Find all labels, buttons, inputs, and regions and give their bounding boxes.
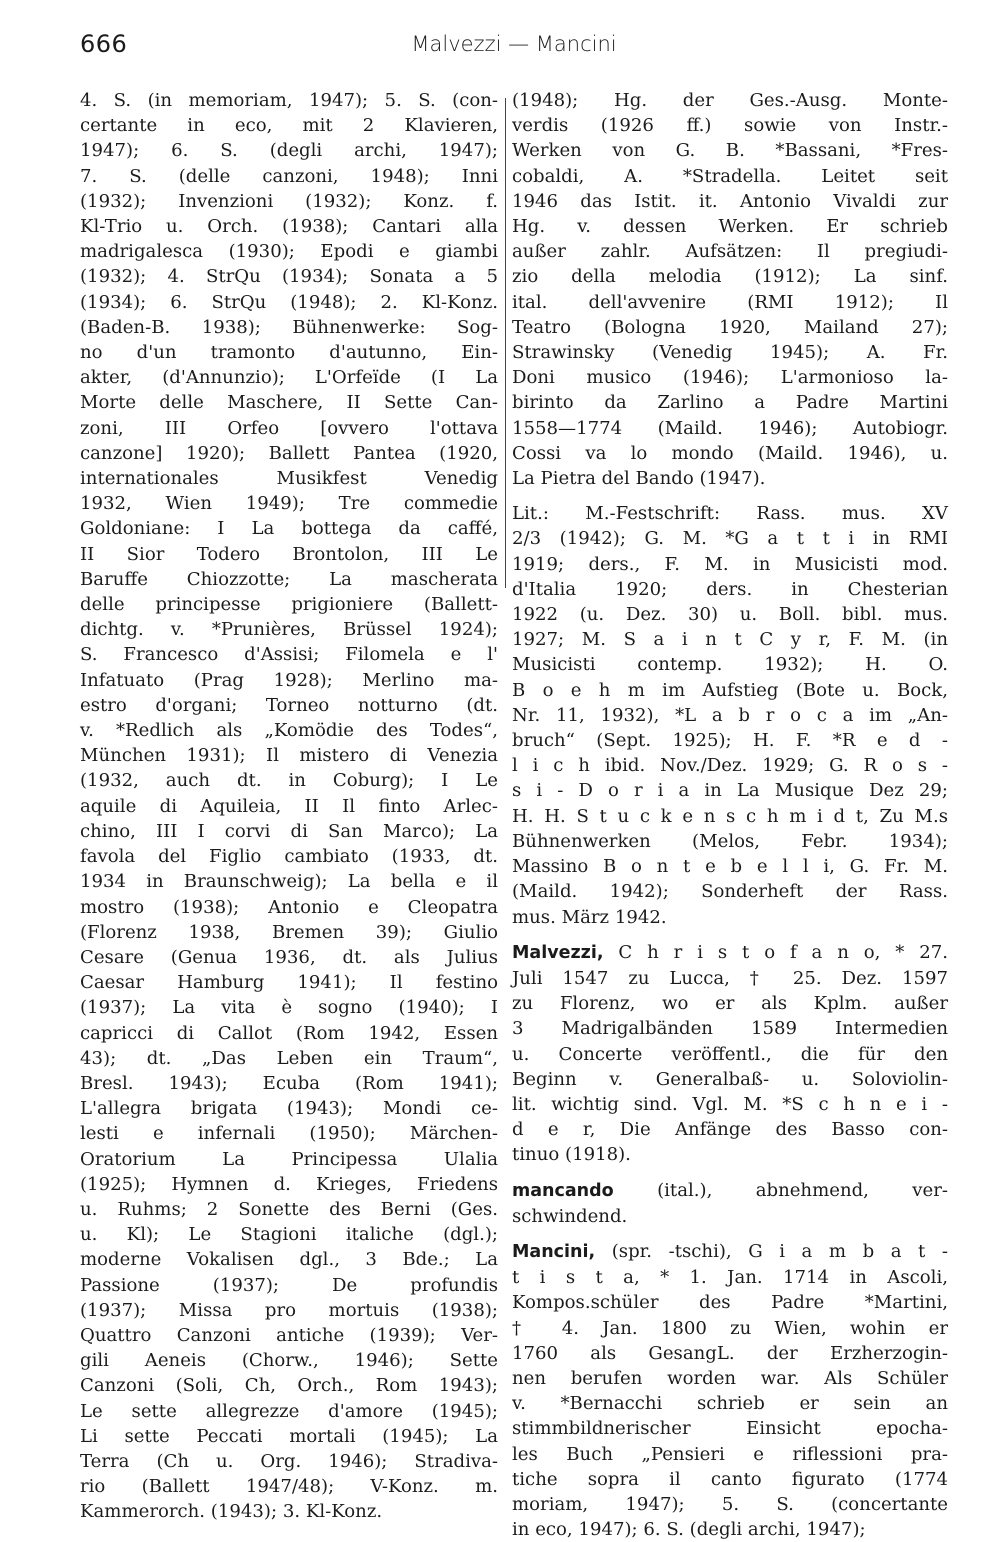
line-text: in eco, 1947); 6. S. (degli archi, 1947); <box>512 1519 866 1541</box>
text-line <box>80 138 498 163</box>
line-text: Bühnenwerken (Melos, Febr. 1934); <box>512 830 948 852</box>
text-line <box>80 970 498 995</box>
line-text: Musicisti contemp. 1932); H. O. <box>512 654 948 676</box>
text-line <box>512 138 948 163</box>
text-line <box>512 1092 948 1117</box>
line-text: 1934 in Braunschweig); La bella e il <box>80 871 498 893</box>
text-line <box>512 113 948 138</box>
line-text: moderne Vokalisen dgl., 3 Bde.; La <box>80 1249 498 1271</box>
text-line <box>512 1492 948 1517</box>
line-text: v. *Redlich als „Komödie des Todes“, <box>80 720 498 742</box>
line-text: Kompos.schüler des Padre *Martini, <box>512 1292 948 1314</box>
text-line <box>512 905 948 930</box>
line-text: tinuo (1918). <box>512 1144 631 1166</box>
text-line <box>80 1071 498 1096</box>
line-text: (ital.), abnehmend, ver- <box>613 1179 948 1201</box>
line-text: Le sette allegrezze d'amore (1945); <box>80 1400 498 1422</box>
line-text: (1937); Missa pro mortuis (1938); <box>80 1299 498 1321</box>
text-line <box>512 753 948 778</box>
line-text: (1932); Invenzioni (1932); Konz. f. <box>80 190 498 212</box>
line-text: Cossi va lo mondo (Maild. 1946), u. <box>512 442 948 464</box>
text-line <box>80 441 498 466</box>
line-text: (1934); 6. StrQu (1948); 2. Kl-Konz. <box>80 291 498 313</box>
line-text: C h r i s t o f a n o, * 27. <box>603 941 948 963</box>
right-column <box>512 88 948 1542</box>
line-text: birinto da Zarlino a Padre Martini <box>512 392 948 414</box>
text-line <box>512 829 948 854</box>
text-line <box>80 189 498 214</box>
text-line <box>512 1517 948 1542</box>
text-line <box>80 1273 498 1298</box>
entry-mancini <box>512 1239 948 1542</box>
text-line <box>80 1474 498 1499</box>
text-line <box>512 1341 948 1366</box>
text-line <box>512 1391 948 1416</box>
text-line <box>512 1467 948 1492</box>
text-line <box>80 164 498 189</box>
left-column <box>80 88 498 1525</box>
line-text: gili Aeneis (Chorw., 1946); Sette <box>80 1350 498 1372</box>
line-text: 1919; ders., F. M. in Musicisti mod. <box>512 553 948 575</box>
line-text: L'allegra brigata (1943); Mondi ce- <box>80 1098 498 1120</box>
line-text: estro d'organi; Torneo notturno (dt. <box>80 694 498 716</box>
line-text: capricci di Callot (Rom 1942, Essen <box>80 1022 498 1044</box>
text-line <box>512 940 948 966</box>
text-line <box>80 819 498 844</box>
line-text: 1947); 6. S. (degli archi, 1947); <box>80 140 498 162</box>
text-line <box>80 869 498 894</box>
text-line <box>512 390 948 415</box>
text-line <box>80 592 498 617</box>
line-text: zoni, III Orfeo [ovvero l'ottava <box>80 417 498 439</box>
line-text: certante in eco, mit 2 Klavieren, <box>80 115 498 137</box>
text-line <box>80 542 498 567</box>
line-text: t i s t a, * 1. Jan. 1714 in Ascoli, <box>512 1267 948 1289</box>
line-text: dichtg. v. *Prunières, Brüssel 1924); <box>80 619 498 641</box>
text-line <box>80 743 498 768</box>
line-text: Hg. v. dessen Werken. Er schrieb <box>512 216 948 238</box>
text-line <box>80 768 498 793</box>
entry-headword: Malvezzi, <box>512 942 604 963</box>
text-line <box>512 652 948 677</box>
line-text: (spr. -tschi), G i a m b a t - <box>595 1240 948 1262</box>
text-line <box>80 844 498 869</box>
text-line <box>80 416 498 441</box>
text-line <box>80 1021 498 1046</box>
text-line <box>80 491 498 516</box>
text-line <box>512 164 948 189</box>
line-text: (Baden-B. 1938); Bühnenwerke: Sog- <box>80 316 498 338</box>
text-line <box>512 966 948 991</box>
text-line <box>512 552 948 577</box>
line-text: (1948); Hg. der Ges.-Ausg. Monte- <box>512 90 948 111</box>
line-text: Teatro (Bologna 1920, Mailand 27); <box>512 316 948 338</box>
text-line <box>80 1449 498 1474</box>
page-header <box>80 30 948 70</box>
line-text: les Buch „Pensieri e riflessioni pra- <box>512 1443 948 1465</box>
line-text: 1760 als GesangL. der Erzherzogin- <box>512 1342 948 1364</box>
text-line <box>80 340 498 365</box>
entry-headword: mancando <box>512 1180 614 1201</box>
text-line <box>512 290 948 315</box>
text-line <box>80 390 498 415</box>
line-text: u. Concerte veröffentl., die für den <box>512 1043 948 1065</box>
text-line <box>80 1121 498 1146</box>
text-line <box>512 804 948 829</box>
line-text: favola del Figlio cambiato (1933, dt. <box>80 846 498 868</box>
line-text: Caesar Hamburg 1941); Il festino <box>80 972 498 994</box>
text-line <box>80 1424 498 1449</box>
line-text: Lit.: M.-Festschrift: Rass. mus. XV <box>512 503 948 525</box>
line-text: Kammerorch. (1943); 3. Kl-Konz. <box>80 1501 383 1523</box>
text-line <box>512 678 948 703</box>
line-text: Goldoniane: I La bottega da caffé, <box>80 518 498 540</box>
line-text: Quattro Canzoni antiche (1939); Ver- <box>80 1324 498 1346</box>
text-line <box>512 264 948 289</box>
line-text: verdis (1926 ff.) sowie von Instr.- <box>512 115 948 137</box>
text-line <box>512 214 948 239</box>
text-line <box>512 627 948 652</box>
text-line <box>512 728 948 753</box>
text-line <box>512 501 948 526</box>
text-line <box>80 567 498 592</box>
line-text: (1937); La vita è sogno (1940); I <box>80 997 498 1019</box>
line-text: 1946 das Istit. it. Antonio Vivaldi zur <box>512 190 948 212</box>
line-text: Baruffe Chiozzotte; La mascherata <box>80 568 498 590</box>
text-line <box>512 1117 948 1142</box>
page-number: 666 <box>80 30 128 58</box>
text-line <box>80 718 498 743</box>
text-line <box>512 879 948 904</box>
line-text: † 4. Jan. 1800 zu Wien, wohin er <box>512 1317 948 1339</box>
text-line <box>80 1373 498 1398</box>
text-line <box>80 1348 498 1373</box>
text-line <box>512 991 948 1016</box>
text-line <box>512 1416 948 1441</box>
text-line <box>512 416 948 441</box>
line-text: rio (Ballett 1947/48); V-Konz. m. <box>80 1476 498 1498</box>
line-text: Cesare (Genua 1936, dt. als Julius <box>80 946 498 968</box>
text-line <box>80 1399 498 1424</box>
line-text: H. H. S t u c k e n s c h m i d t, Zu M.s <box>512 805 948 827</box>
line-text: Beginn v. Generalbaß- u. Soloviolin- <box>512 1068 948 1090</box>
line-text: (1932); 4. StrQu (1934); Sonata a 5 <box>80 266 498 288</box>
column-divider <box>505 98 506 588</box>
line-text: u. Kl); Le Stagioni italiche (dgl.); <box>80 1224 498 1246</box>
line-text: l i c h ibid. Nov./Dez. 1929; G. R o s - <box>512 755 948 777</box>
line-text: 43); dt. „Das Leben ein Traum“, <box>80 1047 498 1069</box>
line-text: mostro (1938); Antonio e Cleopatra <box>80 896 498 918</box>
line-text: zu Florenz, wo er als Kplm. außer <box>512 993 948 1015</box>
line-text: Terra (Ch u. Org. 1946); Stradiva- <box>80 1450 498 1472</box>
text-line <box>512 1265 948 1290</box>
text-line <box>80 995 498 1020</box>
line-text: Infatuato (Prag 1928); Merlino ma- <box>80 669 498 691</box>
text-line <box>80 88 498 113</box>
text-line <box>512 1142 948 1167</box>
entry-malvezzi <box>512 940 948 1168</box>
line-text: chino, III I corvi di San Marco); La <box>80 820 498 842</box>
line-text: s i - D o r i a in La Musique Dez 29; <box>512 780 948 802</box>
line-text: schwindend. <box>512 1205 628 1227</box>
line-text: tiche sopra il canto figurato (1774 <box>512 1468 948 1490</box>
text-line <box>80 290 498 315</box>
line-text: madrigalesca (1930); Epodi e giambi <box>80 241 498 263</box>
text-line <box>512 189 948 214</box>
line-text: 3 Madrigalbänden 1589 Intermedien <box>512 1018 948 1040</box>
text-line <box>80 895 498 920</box>
line-text: Massino B o n t e b e l l i, G. Fr. M. <box>512 856 948 878</box>
text-line <box>80 1499 498 1524</box>
line-text: no d'un tramonto d'autunno, Ein- <box>80 342 498 364</box>
line-text: nen berufen worden war. Als Schüler <box>512 1367 948 1389</box>
text-line <box>80 693 498 718</box>
text-line <box>512 854 948 879</box>
line-text: Nr. 11, 1932), *L a b r o c a im „An- <box>512 704 948 726</box>
text-line <box>80 668 498 693</box>
running-head: Malvezzi — Mancini <box>411 32 617 56</box>
line-text: Werken von G. B. *Bassani, *Fres- <box>512 140 948 162</box>
line-text: v. *Bernacchi schrieb er sein an <box>512 1393 948 1415</box>
line-text: aquile di Aquileia, II Il finto Arlec- <box>80 795 498 817</box>
text-line <box>80 1247 498 1272</box>
text-line <box>80 1096 498 1121</box>
line-text: Doni musico (1946); L'armonioso la- <box>512 367 948 389</box>
text-line <box>80 920 498 945</box>
text-line <box>512 602 948 627</box>
text-line <box>512 1239 948 1265</box>
text-line <box>512 778 948 803</box>
text-line <box>512 577 948 602</box>
line-text: canzone] 1920); Ballett Pantea (1920, <box>80 442 498 464</box>
line-text: 7. S. (delle canzoni, 1948); Inni <box>80 165 498 187</box>
line-text: 1927; M. S a i n t C y r, F. M. (in <box>512 629 948 651</box>
line-text: cobaldi, A. *Stradella. Leitet seit <box>512 165 948 187</box>
text-line <box>512 315 948 340</box>
entry-mancando <box>512 1178 948 1229</box>
line-text: d'Italia 1920; ders. in Chesterian <box>512 578 948 600</box>
literature-paragraph <box>512 501 948 929</box>
text-line <box>80 264 498 289</box>
text-line <box>80 1147 498 1172</box>
text-line <box>80 945 498 970</box>
text-line <box>512 466 948 491</box>
text-line <box>80 1323 498 1348</box>
line-text: Kl-Trio u. Orch. (1938); Cantari alla <box>80 216 498 238</box>
line-text: (1932, auch dt. in Coburg); I Le <box>80 770 498 792</box>
line-text: bruch“ (Sept. 1925); H. F. *R e d - <box>512 730 948 752</box>
text-line <box>512 1016 948 1041</box>
line-text: akter, (d'Annunzio); L'Orfeïde (I La <box>80 367 498 389</box>
text-line <box>512 441 948 466</box>
text-line <box>512 1442 948 1467</box>
line-text: Morte delle Maschere, II Sette Can- <box>80 392 498 414</box>
line-text: lit. wichtig sind. Vgl. M. *S c h n e i - <box>512 1093 948 1115</box>
text-line <box>512 88 948 113</box>
text-line <box>512 1178 948 1204</box>
text-line <box>80 617 498 642</box>
line-text: Juli 1547 zu Lucca, † 25. Dez. 1597 <box>512 967 948 989</box>
line-text: B o e h m im Aufstieg (Bote u. Bock, <box>512 679 948 701</box>
line-text: Canzoni (Soli, Ch, Orch., Rom 1943); <box>80 1375 498 1397</box>
line-text: Li sette Peccati mortali (1945); La <box>80 1425 498 1447</box>
text-line <box>512 1290 948 1315</box>
line-text: lesti e infernali (1950); Märchen- <box>80 1123 498 1145</box>
line-text: 1922 (u. Dez. 30) u. Boll. bibl. mus. <box>512 604 948 626</box>
line-text: 2/3 (1942); G. M. *G a t t i in RMI <box>512 528 948 550</box>
line-text: außer zahlr. Aufsätzen: Il pregiudi- <box>512 241 948 263</box>
line-text: Passione (1937); De profundis <box>80 1274 498 1296</box>
line-text: (Maild. 1942); Sonderheft der Rass. <box>512 881 948 903</box>
line-text: 1932, Wien 1949); Tre commedie <box>80 493 498 515</box>
entry-continuation <box>512 88 948 491</box>
entry-headword: Mancini, <box>512 1241 596 1262</box>
text-line <box>512 703 948 728</box>
line-text: Oratorium La Principessa Ulalia <box>80 1148 498 1170</box>
text-line <box>80 516 498 541</box>
line-text: II Sior Todero Brontolon, III Le <box>80 543 498 565</box>
text-line <box>512 239 948 264</box>
line-text: S. Francesco d'Assisi; Filomela e l' <box>80 644 498 666</box>
line-text: internationales Musikfest Venedig <box>80 468 498 490</box>
line-text: d e r, Die Anfänge des Basso con- <box>512 1119 948 1141</box>
text-line <box>80 1046 498 1071</box>
text-line <box>80 1197 498 1222</box>
line-text: (Florenz 1938, Bremen 39); Giulio <box>80 921 498 943</box>
text-line <box>80 239 498 264</box>
line-text: zio della melodia (1912); La sinf. <box>512 266 948 288</box>
text-line <box>80 113 498 138</box>
line-text: 4. S. (in memoriam, 1947); 5. S. (con- <box>80 90 498 111</box>
line-text: Bresl. 1943); Ecuba (Rom 1941); <box>80 1072 498 1094</box>
line-text: moriam, 1947); 5. S. (concertante <box>512 1493 948 1515</box>
text-line <box>80 315 498 340</box>
line-text: ital. dell'avvenire (RMI 1912); Il <box>512 291 948 313</box>
text-line <box>512 1042 948 1067</box>
line-text: München 1931); Il mistero di Venezia <box>80 745 498 767</box>
text-line <box>80 214 498 239</box>
line-text: 1558—1774 (Maild. 1946); Autobiogr. <box>512 417 948 439</box>
line-text: Strawinsky (Venedig 1945); A. Fr. <box>512 342 948 364</box>
line-text: stimmbildnerischer Einsicht epocha- <box>512 1418 948 1440</box>
text-line <box>80 794 498 819</box>
text-line <box>512 1204 948 1229</box>
text-line <box>512 365 948 390</box>
line-text: delle principesse prigioniere (Ballett- <box>80 594 498 616</box>
text-line <box>512 1067 948 1092</box>
text-line <box>80 466 498 491</box>
text-line <box>512 340 948 365</box>
text-line <box>80 365 498 390</box>
text-line <box>80 642 498 667</box>
line-text: La Pietra del Bando (1947). <box>512 468 766 490</box>
text-line <box>80 1298 498 1323</box>
text-line <box>80 1222 498 1247</box>
line-text: u. Ruhms; 2 Sonette des Berni (Ges. <box>80 1198 498 1220</box>
text-line <box>512 1366 948 1391</box>
text-line <box>512 526 948 551</box>
text-line <box>80 1172 498 1197</box>
text-line <box>512 1316 948 1341</box>
line-text: mus. März 1942. <box>512 906 667 928</box>
line-text: (1925); Hymnen d. Krieges, Friedens <box>80 1173 498 1195</box>
